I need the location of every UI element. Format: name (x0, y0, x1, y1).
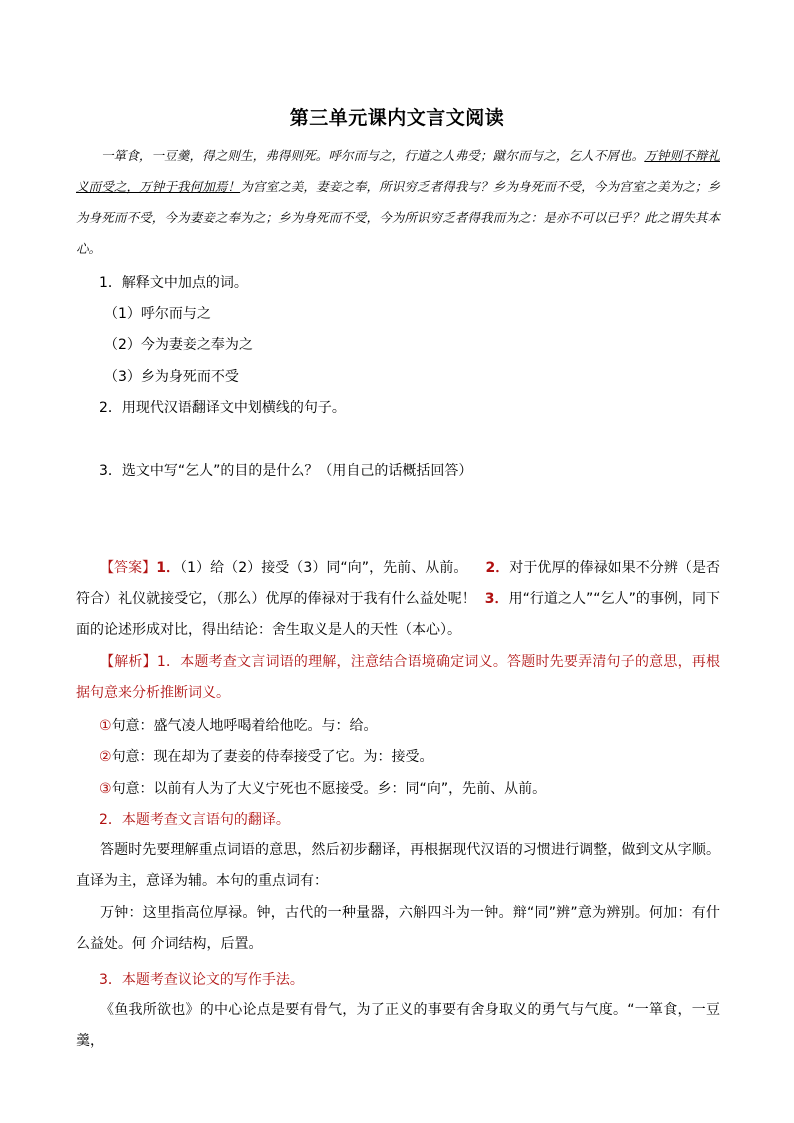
analysis-point-2-body: 答题时先要理解重点词语的意思，然后初步翻译，再根据现代汉语的习惯进行调整，做到文从字顺。直译为主，意译为辅。本句的重点词有： (76, 842, 720, 889)
analysis-point-1: 1．本题考查文言词语的理解，注意结合语境确定词义。答题时先要弄清句子的意思，再根据句意来分析推断词义。 (76, 654, 721, 701)
question-1-item-1: （1）呼尔而与之 (104, 306, 211, 322)
analysis-point-3-body: 《鱼我所欲也》的中心论点是要有骨气，为了正义的事要有舍身取义的勇气与气度。“一箪食，一豆羹， (76, 1002, 720, 1049)
answer-num-1: 1． (156, 560, 181, 576)
page-title: 第三单元课内文言文阅读 (289, 107, 505, 129)
question-1-item-2: （2）今为妻妾之奉为之 (104, 337, 253, 353)
question-2: 2．用现代汉语翻译文中划横线的句子。 (99, 400, 346, 416)
analysis-item-1: ①句意：盛气凌人地呼喝着给他吃。与：给。 (99, 718, 378, 734)
answer-section (76, 553, 720, 646)
analysis-item-3: ③句意：以前有人为了大义宁死也不愿接受。乡：同“向”，先前、从前。 (99, 781, 547, 797)
circled-number-1: ① (99, 718, 112, 734)
question-3: 3．选文中写“乞人”的目的是什么？（用自己的话概括回答） (99, 463, 473, 479)
analysis-point-2-keys: 万钟：这里指高位厚禄。钟，古代的一种量器，六斛四斗为一钟。辩“同”辨”意为辨别。何加：有什么益处。何 介词结构，后置。 (76, 905, 720, 952)
analysis-item-2: ②句意：现在却为了妻妾的侍奉接受了它。为：接受。 (99, 749, 434, 765)
analysis-label: 【解析】 (100, 654, 157, 670)
analysis-point-2: 2．本题考查文言语句的翻译。 (99, 812, 290, 828)
circled-number-2: ② (99, 749, 112, 765)
passage-text-part2: 为宫室之美，妻妾之奉，所识穷乏者得我与？乡为身死而不受，今为宫室之美为之；乡为身死而不受，今为妻妾之奉为之；乡为身死而不受，今为所识穷乏者得我而为之：是亦不可以已乎？此之谓失其本心。 (76, 179, 720, 256)
question-1-item-3: （3）乡为身死而不受 (104, 369, 239, 385)
answer-text-3: 用“行道之人”“乞人”的事例，同下面的论述形成对比，得出结论：舍生取义是人的天性（本心）。 (76, 591, 721, 638)
answer-text-1: （1）给（2）接受（3）同“向”，先前、从前。 (180, 560, 468, 576)
passage-underlined-sentence: 万钟则不辩礼义而受之，万钟于我何加焉！ (76, 148, 720, 194)
answer-num-3: 3． (484, 591, 509, 607)
answer-num-2: 2． (485, 560, 510, 576)
answer-text-2: 对于优厚的俸禄如果不分辨（是否符合）礼仪就接受它，（那么）优厚的俸禄对于我有什么益处呢！ (76, 560, 720, 607)
classical-passage (76, 140, 720, 264)
analysis-point-3: 3．本题考查议论文的写作手法。 (99, 972, 304, 988)
passage-text-part1: 一箪食，一豆羹，得之则生，弗得则死。呼尔而与之，行道之人弗受；蹴尔而与之，乞人不屑也。 (101, 148, 645, 163)
answer-label: 【答案】 (100, 560, 157, 576)
circled-number-3: ③ (99, 781, 112, 797)
question-1: 1．解释文中加点的词。 (99, 275, 248, 291)
analysis-section (76, 647, 720, 709)
